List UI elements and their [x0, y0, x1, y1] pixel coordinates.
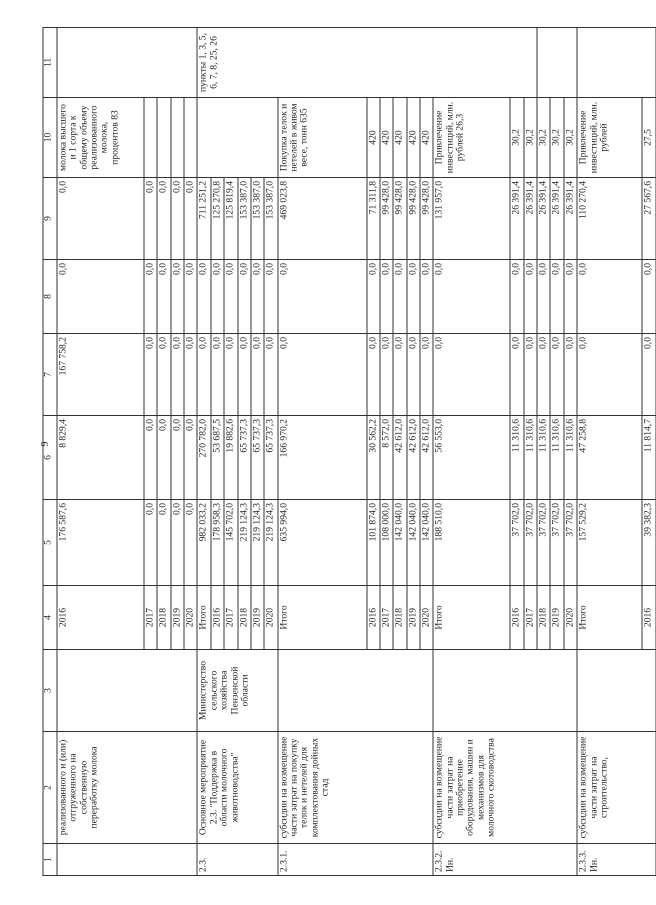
- value-cell: 37 702,0: [524, 500, 537, 586]
- value-cell: 0,0: [184, 500, 197, 586]
- value-cell: 0,0: [380, 334, 393, 416]
- value-cell: 0,0: [367, 334, 380, 416]
- year-cell: 2016: [211, 586, 224, 650]
- value-cell: 30 562,2: [367, 416, 380, 500]
- value-cell: 142 040,0: [393, 500, 406, 586]
- year-cell: Итого: [278, 586, 367, 650]
- value-cell: 26 391,4: [550, 178, 563, 260]
- value-cell: 0,0: [184, 178, 197, 260]
- value-cell: 39 382,3: [642, 500, 655, 586]
- value-cell: 0,0: [184, 260, 197, 334]
- value-cell: 8 572,0: [380, 416, 393, 500]
- value-cell: 0,0: [407, 334, 420, 416]
- value-cell: 0,0: [238, 334, 251, 416]
- value-cell: 8 829,4: [57, 416, 144, 500]
- value-cell: 27 567,6: [642, 178, 655, 260]
- value-cell: 0,0: [433, 260, 510, 334]
- value-cell: 0,0: [278, 334, 367, 416]
- indicator-value: 420: [367, 98, 380, 178]
- header-cell: 2: [43, 732, 57, 844]
- value-cell: 65 737,3: [264, 416, 277, 500]
- indicator-cell: молока высшего и 1 сорта к общему объему реализованного молока, процентов 83: [57, 98, 144, 178]
- reference-cell: [577, 28, 655, 98]
- value-cell: 0,0: [224, 334, 237, 416]
- value-cell: 0,0: [171, 260, 184, 334]
- value-cell: 56 553,0: [433, 416, 510, 500]
- activity-name: субсидии на возмещение части затрат на приобретение оборудования, машин и механизмов для молочного скотоводства: [433, 732, 577, 844]
- value-cell: 0,0: [564, 260, 577, 334]
- number-cell: [57, 844, 197, 876]
- value-cell: 142 040,0: [420, 500, 433, 586]
- indicator-value: [171, 98, 184, 178]
- value-cell: 0,0: [144, 260, 157, 334]
- table-row: [278, 28, 367, 876]
- header-cell: 9: [43, 178, 57, 260]
- year-cell: 2019: [407, 586, 420, 650]
- rotated-page: [42, 28, 654, 876]
- value-cell: 469 023,8: [278, 178, 367, 260]
- value-cell: 11 310,6: [564, 416, 577, 500]
- indicator-cell: [197, 98, 277, 178]
- value-cell: 0,0: [157, 334, 170, 416]
- value-cell: 0,0: [157, 416, 170, 500]
- value-cell: 711 251,2: [197, 178, 210, 260]
- value-cell: 0,0: [211, 334, 224, 416]
- value-cell: 125 819,4: [224, 178, 237, 260]
- header-cell: 10: [43, 98, 57, 178]
- value-cell: 166 970,2: [278, 416, 367, 500]
- year-cell: Итого: [197, 586, 210, 650]
- reference-cell: [57, 28, 197, 98]
- value-cell: 0,0: [550, 260, 563, 334]
- value-cell: 37 702,0: [510, 500, 523, 586]
- indicator-value: 30,2: [537, 98, 550, 178]
- value-cell: 11 310,6: [524, 416, 537, 500]
- value-cell: 110 270,4: [577, 178, 642, 260]
- value-cell: 142 040,0: [407, 500, 420, 586]
- value-cell: 0,0: [184, 416, 197, 500]
- value-cell: 0,0: [171, 500, 184, 586]
- year-cell: 2016: [642, 586, 655, 650]
- value-cell: 0,0: [393, 260, 406, 334]
- value-cell: 108 000,0: [380, 500, 393, 586]
- value-cell: 0,0: [367, 260, 380, 334]
- value-cell: 219 124,3: [264, 500, 277, 586]
- value-cell: 178 958,3: [211, 500, 224, 586]
- indicator-cell: Покупка телок и нетелей в живом весе, тонн 635: [278, 98, 367, 178]
- table-body: [57, 28, 656, 876]
- value-cell: 0,0: [251, 260, 264, 334]
- header-cell: 1: [43, 844, 57, 876]
- value-cell: 188 510,0: [433, 500, 510, 586]
- value-cell: 0,0: [184, 334, 197, 416]
- number-cell: 2.3.2. Ин.: [433, 844, 577, 876]
- activity-name: субсидии на возмещение части затрат на покупку телок и нетелей для комплектования дойных стад: [278, 732, 434, 844]
- value-cell: 71 311,8: [367, 178, 380, 260]
- value-cell: 26 391,4: [564, 178, 577, 260]
- value-cell: 153 387,0: [238, 178, 251, 260]
- indicator-value: [144, 98, 157, 178]
- value-cell: 19 882,6: [224, 416, 237, 500]
- value-cell: 26 391,4: [524, 178, 537, 260]
- value-cell: 0,0: [642, 260, 655, 334]
- value-cell: 11 814,7: [642, 416, 655, 500]
- value-cell: 26 391,4: [510, 178, 523, 260]
- value-cell: 982 033,2: [197, 500, 210, 586]
- value-cell: 65 737,3: [251, 416, 264, 500]
- value-cell: 176 587,6: [57, 500, 144, 586]
- year-cell: 2016: [510, 586, 523, 650]
- value-cell: 0,0: [642, 334, 655, 416]
- year-cell: 2020: [564, 586, 577, 650]
- value-cell: 153 387,0: [251, 178, 264, 260]
- value-cell: 0,0: [407, 260, 420, 334]
- value-cell: 0,0: [157, 260, 170, 334]
- indicator-value: 27,5: [642, 98, 655, 178]
- header-cell: 6: [43, 416, 57, 500]
- value-cell: 0,0: [224, 260, 237, 334]
- activity-name: Основное мероприятие 2.3. "Поддержка в области молочного животноводства": [197, 732, 277, 844]
- value-cell: 0,0: [264, 260, 277, 334]
- executor-cell: Министерство сельского хозяйства Пензенской области: [197, 650, 277, 732]
- value-cell: 0,0: [420, 334, 433, 416]
- table-row: [197, 28, 210, 876]
- value-cell: 0,0: [524, 260, 537, 334]
- indicator-value: 420: [380, 98, 393, 178]
- indicator-cell: Привлечение инвестиций, млн. рублей: [577, 98, 642, 178]
- value-cell: 99 428,0: [380, 178, 393, 260]
- value-cell: 0,0: [171, 178, 184, 260]
- year-cell: 2017: [380, 586, 393, 650]
- table-row: [577, 28, 642, 876]
- activity-name: субсидии на возмещение части затрат на строительство,: [577, 732, 655, 844]
- year-cell: 2017: [524, 586, 537, 650]
- value-cell: 26 391,4: [537, 178, 550, 260]
- year-cell: 2019: [251, 586, 264, 650]
- year-cell: 2018: [238, 586, 251, 650]
- value-cell: 131 957,0: [433, 178, 510, 260]
- value-cell: 0,0: [577, 334, 642, 416]
- executor-cell: [577, 650, 655, 732]
- value-cell: 0,0: [144, 334, 157, 416]
- value-cell: 167 758,2: [57, 334, 144, 416]
- header-row: [43, 28, 57, 876]
- year-cell: 2016: [367, 586, 380, 650]
- year-cell: 2018: [393, 586, 406, 650]
- reference-cell: пункты 1, 3, 5, 6, 7, 8, 25, 26: [197, 28, 537, 98]
- header-cell: 8: [43, 260, 57, 334]
- value-cell: 0,0: [57, 178, 144, 260]
- year-cell: 2020: [184, 586, 197, 650]
- value-cell: 0,0: [564, 334, 577, 416]
- year-cell: 2018: [157, 586, 170, 650]
- table-row: [57, 28, 144, 876]
- value-cell: 0,0: [278, 260, 367, 334]
- value-cell: 0,0: [251, 334, 264, 416]
- header-cell: 7: [43, 334, 57, 416]
- year-cell: Итого: [577, 586, 642, 650]
- value-cell: 47 258,8: [577, 416, 642, 500]
- indicator-value: 420: [393, 98, 406, 178]
- page-number: 9: [40, 441, 51, 447]
- value-cell: 0,0: [57, 260, 144, 334]
- indicator-value: [184, 98, 197, 178]
- year-cell: 2020: [264, 586, 277, 650]
- value-cell: 42 612,0: [407, 416, 420, 500]
- value-cell: 37 702,0: [564, 500, 577, 586]
- value-cell: 0,0: [524, 334, 537, 416]
- value-cell: 0,0: [550, 334, 563, 416]
- header-cell: 4: [43, 586, 57, 650]
- value-cell: 0,0: [510, 334, 523, 416]
- value-cell: 11 310,6: [550, 416, 563, 500]
- value-cell: 0,0: [393, 334, 406, 416]
- year-cell: Итого: [433, 586, 510, 650]
- indicator-value: 420: [420, 98, 433, 178]
- value-cell: 0,0: [144, 416, 157, 500]
- year-cell: 2018: [537, 586, 550, 650]
- value-cell: 0,0: [211, 260, 224, 334]
- value-cell: 99 428,0: [420, 178, 433, 260]
- value-cell: 0,0: [144, 178, 157, 260]
- year-cell: 2016: [57, 586, 144, 650]
- value-cell: 125 270,8: [211, 178, 224, 260]
- executor-cell: [278, 650, 434, 732]
- year-cell: 2020: [420, 586, 433, 650]
- value-cell: 0,0: [264, 334, 277, 416]
- value-cell: 219 124,3: [238, 500, 251, 586]
- header-cell: 3: [43, 650, 57, 732]
- value-cell: 11 310,6: [537, 416, 550, 500]
- year-cell: 2019: [550, 586, 563, 650]
- value-cell: 153 387,0: [264, 178, 277, 260]
- value-cell: 37 702,0: [550, 500, 563, 586]
- header-cell: 11: [43, 28, 57, 98]
- value-cell: 101 874,0: [367, 500, 380, 586]
- value-cell: 219 124,3: [251, 500, 264, 586]
- header-cell: 5: [43, 500, 57, 586]
- value-cell: 0,0: [197, 260, 210, 334]
- value-cell: 0,0: [144, 500, 157, 586]
- indicator-value: 420: [407, 98, 420, 178]
- number-cell: 2.3.: [197, 844, 277, 876]
- number-cell: 2.3.1.: [278, 844, 434, 876]
- indicator-value: 30,2: [550, 98, 563, 178]
- value-cell: 42 612,0: [420, 416, 433, 500]
- value-cell: 0,0: [433, 334, 510, 416]
- value-cell: 53 687,5: [211, 416, 224, 500]
- value-cell: 157 529,2: [577, 500, 642, 586]
- indicator-value: 30,2: [510, 98, 523, 178]
- value-cell: 270 782,0: [197, 416, 210, 500]
- value-cell: 0,0: [380, 260, 393, 334]
- number-cell: 2.3.3. Ин.: [577, 844, 655, 876]
- activity-name: реализованного и (или) отгруженного на собственную переработку молока: [57, 732, 197, 844]
- indicator-value: [157, 98, 170, 178]
- value-cell: 145 702,0: [224, 500, 237, 586]
- value-cell: 0,0: [420, 260, 433, 334]
- value-cell: 0,0: [238, 260, 251, 334]
- value-cell: 37 702,0: [537, 500, 550, 586]
- year-cell: 2019: [171, 586, 184, 650]
- indicator-value: 30,2: [564, 98, 577, 178]
- value-cell: 0,0: [197, 334, 210, 416]
- value-cell: 11 310,6: [510, 416, 523, 500]
- value-cell: 0,0: [171, 416, 184, 500]
- table-row: [433, 28, 510, 876]
- program-table: [43, 27, 656, 876]
- year-cell: 2017: [144, 586, 157, 650]
- value-cell: 0,0: [157, 500, 170, 586]
- value-cell: 0,0: [537, 260, 550, 334]
- value-cell: 0,0: [537, 334, 550, 416]
- year-cell: 2017: [224, 586, 237, 650]
- executor-cell: [57, 650, 197, 732]
- value-cell: 635 994,0: [278, 500, 367, 586]
- value-cell: 0,0: [157, 178, 170, 260]
- value-cell: 99 428,0: [407, 178, 420, 260]
- value-cell: 99 428,0: [393, 178, 406, 260]
- value-cell: 42 612,0: [393, 416, 406, 500]
- value-cell: 0,0: [171, 334, 184, 416]
- executor-cell: [433, 650, 577, 732]
- indicator-cell: Привлечение инвестиций, млн. рублей 26,3: [433, 98, 510, 178]
- indicator-value: 30,2: [524, 98, 537, 178]
- value-cell: 0,0: [510, 260, 523, 334]
- value-cell: 65 737,3: [238, 416, 251, 500]
- value-cell: 0,0: [577, 260, 642, 334]
